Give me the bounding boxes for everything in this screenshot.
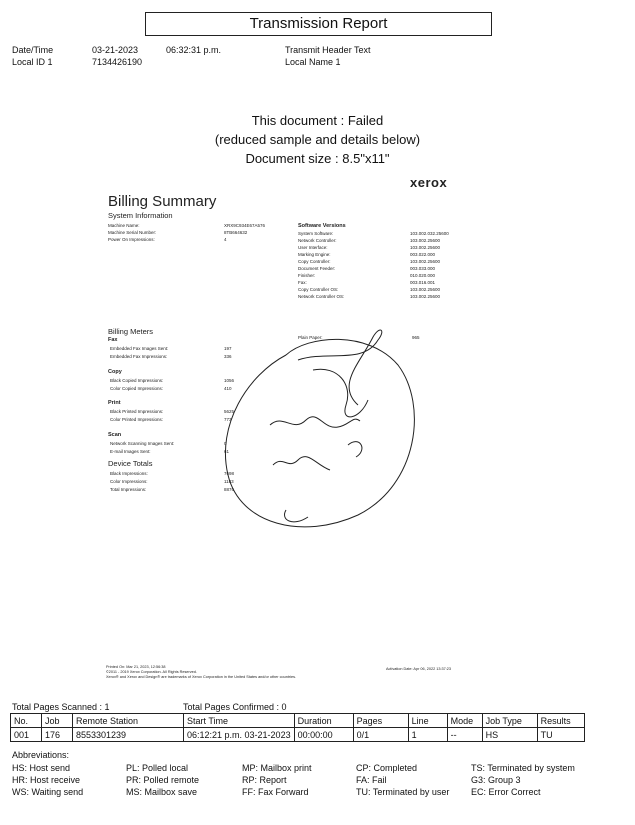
software-label: System Software: bbox=[298, 231, 334, 236]
meter-value: 61 bbox=[224, 449, 230, 454]
abbreviation: PL: Polled local bbox=[126, 763, 189, 773]
column-header: Duration bbox=[294, 714, 353, 728]
status-line-1: This document : Failed bbox=[251, 113, 384, 128]
table-row bbox=[11, 728, 585, 742]
meter-label: Network Scanning Images Sent: bbox=[110, 441, 175, 446]
local-name: Local Name 1 bbox=[285, 57, 341, 67]
table-cell: -- bbox=[447, 728, 482, 742]
software-value: 003.033.000 bbox=[410, 266, 436, 271]
abbreviation: MP: Mailbox print bbox=[242, 763, 312, 773]
software-label: Network Controller OS: bbox=[298, 294, 345, 299]
abbreviations-title: Abbreviations: bbox=[12, 750, 70, 760]
meter-group-copy: Copy bbox=[108, 369, 122, 375]
meter-value: 0 bbox=[224, 441, 227, 446]
sysinfo-label: Power On Impressions: bbox=[108, 237, 155, 242]
system-info-title: System Information bbox=[108, 211, 173, 220]
column-header: Results bbox=[537, 714, 584, 728]
meter-group-print: Print bbox=[108, 400, 121, 406]
handwritten-scribble bbox=[98, 165, 468, 675]
totals-value: 1183 bbox=[224, 479, 234, 484]
totals-label: Color Impressions: bbox=[110, 479, 148, 484]
abbreviation: TU: Terminated by user bbox=[356, 787, 450, 797]
meter-group-scan: Scan bbox=[108, 432, 122, 438]
meter-label: Color Copied Impressions: bbox=[110, 386, 164, 391]
scanned-document-preview bbox=[98, 165, 468, 679]
column-header: Job bbox=[42, 714, 73, 728]
totals-label: Total Impressions: bbox=[110, 487, 147, 492]
table-cell: 8553301239 bbox=[73, 728, 184, 742]
meter-label: Color Printed Impressions: bbox=[110, 417, 164, 422]
abbreviation: CP: Completed bbox=[356, 763, 418, 773]
meter-value: 1056 bbox=[224, 378, 235, 383]
scan-footer-copyright: ©2011 - 2019 Xerox Corporation. All Rights Reserved. bbox=[106, 670, 197, 674]
column-header: Job Type bbox=[482, 714, 537, 728]
software-label: Fax: bbox=[298, 280, 307, 285]
abbreviation: TS: Terminated by system bbox=[471, 763, 575, 773]
abbreviation: WS: Waiting send bbox=[12, 787, 84, 797]
sysinfo-value: 4 bbox=[224, 237, 227, 242]
pages-confirmed: Total Pages Confirmed : 0 bbox=[183, 702, 287, 712]
table-cell: TU bbox=[537, 728, 584, 742]
scan-footer-printed: Printed On: Mar 21, 2023, 12:56:38 bbox=[106, 665, 166, 669]
meter-group-fax: Fax bbox=[108, 337, 118, 343]
date-label: Date/Time bbox=[12, 45, 54, 55]
table-cell: HS bbox=[482, 728, 537, 742]
column-header: Remote Station bbox=[73, 714, 184, 728]
pages-scanned: Total Pages Scanned : 1 bbox=[12, 702, 110, 712]
column-header: Line bbox=[408, 714, 447, 728]
software-value: 003.022.000 bbox=[410, 252, 436, 257]
meter-label: Black Printed Impressions: bbox=[110, 409, 164, 414]
local-id-value: 7134426190 bbox=[92, 57, 143, 67]
software-value: 103.002.25600 bbox=[410, 238, 441, 243]
meter-label: E-mail Images Sent: bbox=[110, 449, 151, 454]
software-title: Software Versions bbox=[298, 223, 346, 229]
device-totals-title: Device Totals bbox=[108, 459, 153, 468]
meter-value: 336 bbox=[224, 354, 232, 359]
status-line-3: Document size : 8.5"x11" bbox=[245, 151, 390, 166]
plain-paper-value: 965 bbox=[412, 335, 420, 340]
time-value: 06:32:31 p.m. bbox=[166, 45, 222, 55]
sysinfo-value: 8TB664632 bbox=[224, 230, 248, 235]
meter-value: 5625 bbox=[224, 409, 235, 414]
meter-label: Black Copied Impressions: bbox=[110, 378, 164, 383]
meter-label: Embedded Fax Impressions: bbox=[110, 354, 168, 359]
abbreviation: FA: Fail bbox=[356, 775, 387, 785]
software-value: 103.002.25600 bbox=[410, 287, 441, 292]
plain-paper-label: Plain Paper: bbox=[298, 335, 323, 340]
sysinfo-label: Machine Serial Number: bbox=[108, 230, 157, 235]
software-value: 010.020.000 bbox=[410, 273, 436, 278]
status-line-2: (reduced sample and details below) bbox=[214, 132, 421, 147]
table-cell: 176 bbox=[42, 728, 73, 742]
scan-footer-trademark: Xerox® and Xerox and Design® are trademarks of Xerox Corporation in the United States and/or other countries. bbox=[106, 675, 297, 679]
abbreviation: MS: Mailbox save bbox=[126, 787, 198, 797]
abbreviation: RP: Report bbox=[242, 775, 287, 785]
totals-value: 8876 bbox=[224, 487, 235, 492]
billing-summary-title: Billing Summary bbox=[108, 193, 217, 210]
totals-value: 7698 bbox=[224, 471, 235, 476]
abbreviation: HS: Host send bbox=[12, 763, 71, 773]
sysinfo-value: XRX9C934E67A576 bbox=[224, 223, 266, 228]
totals-label: Black Impressions: bbox=[110, 471, 148, 476]
table-header-row bbox=[11, 714, 585, 728]
abbreviation: HR: Host receive bbox=[12, 775, 81, 785]
column-header: Start Time bbox=[184, 714, 295, 728]
abbreviation: FF: Fax Forward bbox=[242, 787, 309, 797]
software-label: Copy Controller: bbox=[298, 259, 331, 264]
header-text: Transmit Header Text bbox=[285, 45, 371, 55]
xerox-logo: xerox bbox=[410, 175, 448, 190]
software-label: Finisher: bbox=[298, 273, 316, 278]
table-cell: 001 bbox=[11, 728, 42, 742]
software-label: Marking Engine: bbox=[298, 252, 331, 257]
scan-footer-activation: Activation Date: Apr 06, 2022 13:37:23 bbox=[386, 667, 452, 671]
abbreviation: PR: Polled remote bbox=[126, 775, 200, 785]
software-label: Network Controller: bbox=[298, 238, 337, 243]
meter-label: Embedded Fax Images Sent: bbox=[110, 346, 169, 351]
abbreviation: G3: Group 3 bbox=[471, 775, 521, 785]
software-value: 103.002.25600 bbox=[410, 259, 441, 264]
column-header: No. bbox=[11, 714, 42, 728]
software-value: 103.002.25600 bbox=[410, 294, 441, 299]
meter-value: 410 bbox=[224, 386, 232, 391]
meter-value: 773 bbox=[224, 417, 232, 422]
software-label: Copy Controller OS: bbox=[298, 287, 339, 292]
column-header: Pages bbox=[353, 714, 408, 728]
meter-value: 197 bbox=[224, 346, 232, 351]
software-label: User Interface: bbox=[298, 245, 328, 250]
table-cell: 0/1 bbox=[353, 728, 408, 742]
table-cell: 00:00:00 bbox=[294, 728, 353, 742]
sysinfo-label: Machine Name: bbox=[108, 223, 140, 228]
report-title: Transmission Report bbox=[145, 12, 492, 36]
date-value: 03-21-2023 bbox=[92, 45, 139, 55]
software-label: Document Feeder: bbox=[298, 266, 336, 271]
column-header: Mode bbox=[447, 714, 482, 728]
transmission-table bbox=[10, 713, 585, 742]
local-id-label: Local ID 1 bbox=[12, 57, 53, 67]
billing-meters-title: Billing Meters bbox=[108, 327, 154, 336]
table-cell: 1 bbox=[408, 728, 447, 742]
abbreviation: EC: Error Correct bbox=[471, 787, 541, 797]
software-value: 103.002.032.25600 bbox=[410, 231, 449, 236]
table-cell: 06:12:21 p.m. 03-21-2023 bbox=[184, 728, 295, 742]
software-value: 003.016.001 bbox=[410, 280, 436, 285]
software-value: 103.002.25600 bbox=[410, 245, 441, 250]
